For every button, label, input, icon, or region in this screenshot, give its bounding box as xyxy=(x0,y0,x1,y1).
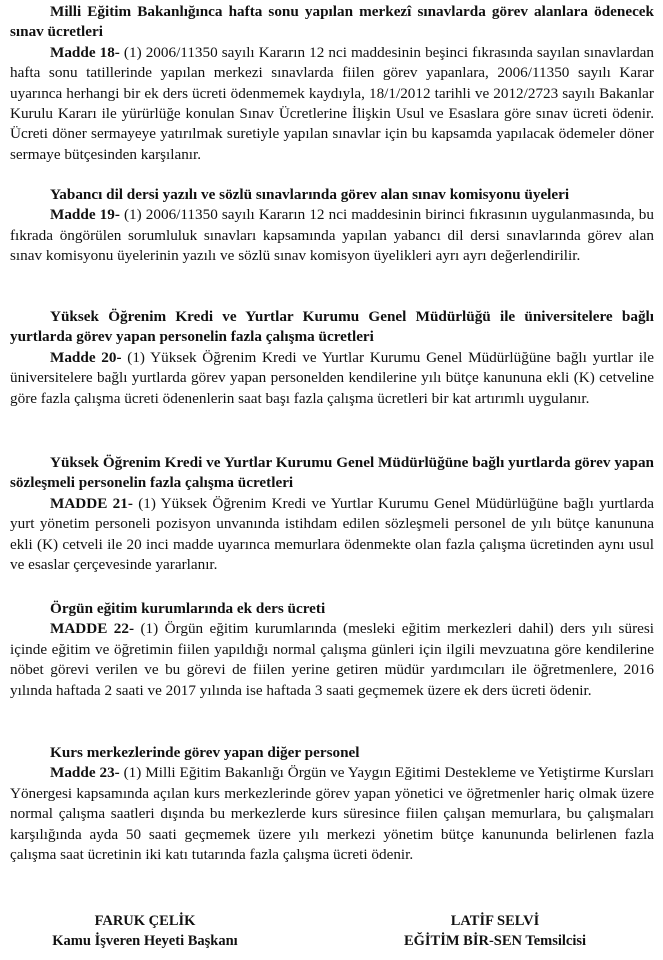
article-text: (1) Yüksek Öğrenim Kredi ve Yurtlar Kurumu Genel Müdürlüğüne bağlı yurtlar ile üniversitelere bağlı yurtlarda görev yapan personelden kendilerine yılı bütçe kanununa ekli (K) cetveline göre fazla çalışma ücreti ödenenlerin saat başı fazla çalışma ücretleri bir kat artırımlı uygulanır. xyxy=(10,348,654,407)
section-paragraph xyxy=(10,348,654,409)
section-paragraph xyxy=(10,205,654,266)
section-paragraph xyxy=(10,619,654,701)
section-paragraph xyxy=(10,763,654,865)
section-madde-18 xyxy=(10,2,654,165)
section-heading: Kurs merkezlerinde görev yapan diğer personel xyxy=(50,744,360,761)
section-heading: Yüksek Öğrenim Kredi ve Yurtlar Kurumu Genel Müdürlüğü ile üniversitelere bağlı yurtlarda görev yapan personelin fazla çalışma ücretleri xyxy=(10,308,654,346)
article-text: (1) Milli Eğitim Bakanlığı Örgün ve Yaygın Eğitimi Destekleme ve Yetiştirme Kursları Yönergesi kapsamında açılan kurs merkezlerinde görev yapan yönetici ve öğretmenler hariç olmak üzere normal çalışma saatleri dışında bu merkezlerde kurs süresince fiilen çalışan memurlara, bu çalışmaları karşılığında ayda 50 saati geçmemek üzere yılı merkezi yönetim bütçe kanununda belirlenen fazla çalışma saat ücretinin iki katı tutarında fazla çalışma ücreti ödenir. xyxy=(10,764,654,864)
section-madde-21 xyxy=(10,453,654,575)
article-text: (1) Yüksek Öğrenim Kredi ve Yurtlar Kurumu Genel Müdürlüğüne bağlı yurtlarda yurt yönetim personeli pozisyon unvanında istihdam edilen sözleşmeli personel de yılı bütçe kanununa ekli (K) cetveli ile 20 inci madde uyarınca memurlara ödenmekte olan fazla çalışma ücretinden aynı usul ve esaslar çerçevesinde yararlanır. xyxy=(10,494,654,574)
signatory-name: LATİF SELVİ xyxy=(450,913,540,929)
section-madde-23 xyxy=(10,743,654,865)
article-number: Madde 18- xyxy=(50,43,120,61)
section-paragraph xyxy=(10,43,654,165)
article-number: MADDE 22- xyxy=(50,620,135,638)
signatory-title: Kamu İşveren Heyeti Başkanı xyxy=(52,933,238,949)
article-number: Madde 19- xyxy=(50,206,120,224)
article-number: Madde 23- xyxy=(50,764,120,782)
section-paragraph xyxy=(10,494,654,576)
signature-block-right xyxy=(360,911,630,951)
article-text: (1) Örgün eğitim kurumlarında (mesleki eğitim merkezleri dahil) ders yılı süresi içinde eğitim ve öğretimin fiilen yapıldığı normal çalışma günleri için ilgili mevzuatına göre kendilerine nöbet görevi verilen ve bu görevi de fiilen yerine getiren müdür yardımcıları ile öğretmenlere, 2016 yılında haftada 2 saati ve 2017 yılında ise haftada 3 saati geçmemek üzere ek ders ücreti ödenir. xyxy=(10,620,654,699)
section-heading: Yüksek Öğrenim Kredi ve Yurtlar Kurumu Genel Müdürlüğüne bağlı yurtlarda görev yapan sözleşmeli personelin fazla çalışma ücretleri xyxy=(10,454,654,492)
section-madde-22 xyxy=(10,599,654,701)
section-madde-19 xyxy=(10,185,654,267)
article-text: (1) 2006/11350 sayılı Kararın 12 nci maddesinin birinci fıkrasının uygulanmasında, bu fıkrada öngörülen sorumluluk sınavları kapsamında yapılan yabancı dil dersi sınavlarında görev alan sınav komisyonu üyelerinin yazılı ve sözlü sınav komisyon üyelikleri ayrı ayrı değerlendirilir. xyxy=(10,206,654,265)
signature-block-left xyxy=(20,911,270,951)
section-heading: Örgün eğitim kurumlarında ek ders ücreti xyxy=(50,600,326,617)
article-number: MADDE 21- xyxy=(50,494,133,512)
article-number: Madde 20- xyxy=(50,348,122,366)
signatory-name: FARUK ÇELİK xyxy=(94,913,196,929)
article-text: (1) 2006/11350 sayılı Kararın 12 nci maddesinin beşinci fıkrasında sayılan sınavlardan hafta sonu tatillerinde yapılan merkezi sınavlarda fiilen görev yapanlara, 2006/11350 sayılı Karar uyarınca herhangi bir ek ders ücreti ödenmemek kaydıyla, 18/1/2012 tarihli ve 2012/2723 sayılı Bakanlar Kurulu Kararı ile yürürlüğe konulan Sınav Ücretlerine İlişkin Usul ve Esaslara göre sınav ücreti ödenir. Ücreti döner sermayeye yatırılmak suretiyle yapılan sınavlar için bu kapsamda yapılacak ödemeler döner sermaye bütçesinden karşılanır. xyxy=(10,43,654,163)
section-heading: Yabancı dil dersi yazılı ve sözlü sınavlarında görev alan sınav komisyonu üyeleri xyxy=(50,186,570,203)
section-heading: Milli Eğitim Bakanlığınca hafta sonu yapılan merkezî sınavlarda görev alanlara ödenecek sınav ücretleri xyxy=(10,3,654,41)
signatory-title: EĞİTİM BİR-SEN Temsilcisi xyxy=(403,933,587,949)
section-madde-20 xyxy=(10,307,654,409)
